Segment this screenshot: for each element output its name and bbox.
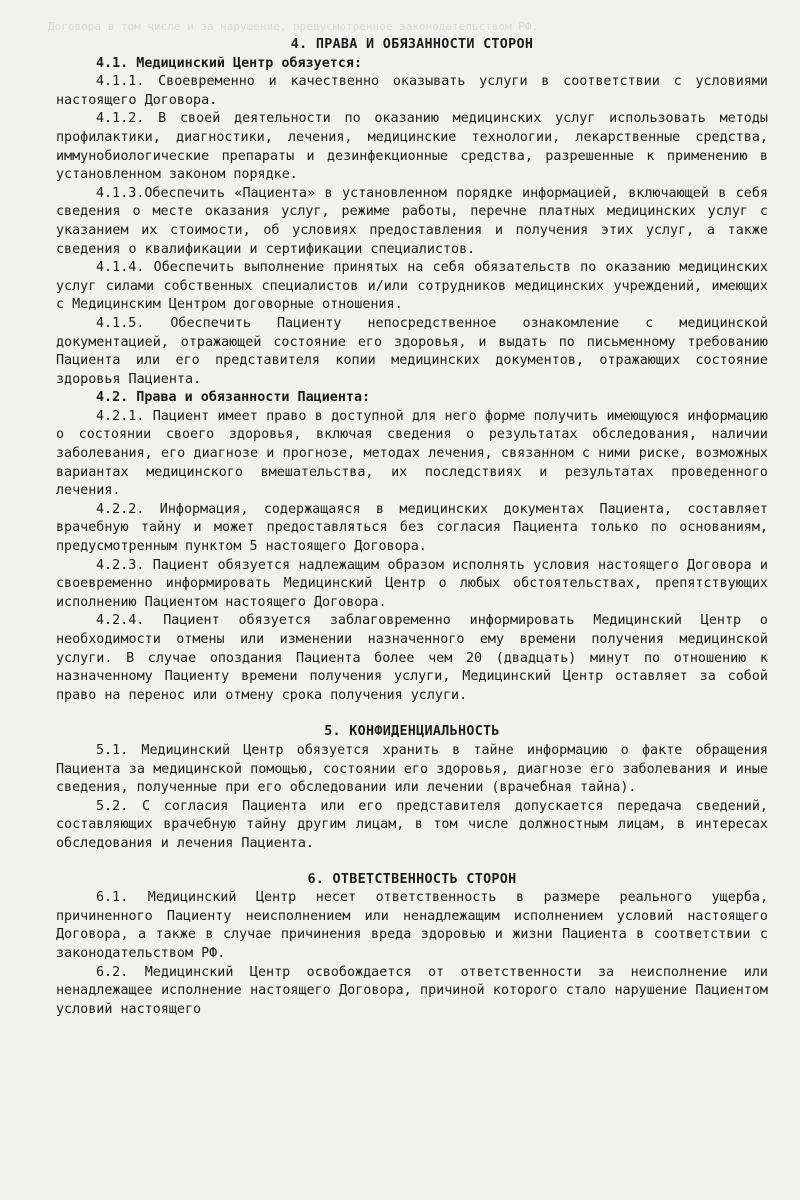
paragraph-4-1-2: 4.1.2. В своей деятельности по оказанию медицинских услуг использовать методы профилактики, диагностики, лечения, медицинские технологии, лекарственные средства, иммунобиологические препараты и дезинфекционные средства, разрешенные к применению в установленном законом порядке. <box>56 111 768 183</box>
subsection-4-1-title: 4.1. Медицинский Центр обязуется: <box>96 55 363 71</box>
paragraph-4-2-1: 4.2.1. Пациент имеет право в доступной для него форме получить имеющуюся информацию о состоянии своего здоровья, включая сведения о результатах обследования, наличии заболевания, его диагнозе и прогнозе, методах лечения, связанном с ними риске, возможных вариантах медицинского вмешательства, их последствиях и результатах проведенного лечения. <box>56 408 768 499</box>
subsection-4-2-title: 4.2. Права и обязанности Пациента: <box>96 390 371 406</box>
section-6-title: 6. ОТВЕТСТВЕННОСТЬ СТОРОН <box>307 871 517 887</box>
paragraph-4-1-4: 4.1.4. Обеспечить выполнение принятых на себя обязательств по оказанию медицинских услуг силами собственных специалистов и/или сотрудников медицинских учреждений, имеющих с Медицинским Центром договорные отношения. <box>56 260 768 313</box>
section-spacer <box>56 705 768 723</box>
paragraph-4-1-1: 4.1.1. Своевременно и качественно оказывать услуги в соответствии с условиями настоящего Договора. <box>56 74 768 108</box>
paragraph-4-2-4: 4.2.4. Пациент обязуется заблаговременно информировать Медицинский Центр о необходимости отмены или изменении назначенного ему времени получения медицинской услуги. В случае опоздания Пациента более чем 20 (двадцать) минут по отношению к назначенному Пациенту времени получения услуги, Медицинский Центр оставляет за собой право на перенос или отмену срока получения услуги. <box>56 613 768 703</box>
bleed-through-line: Договора в том числе и за нарушение, предусмотренное законодательством РФ. <box>48 20 539 33</box>
paragraph-4-1-5: 4.1.5. Обеспечить Пациенту непосредственное ознакомление с медицинской документацией, отражающей состояние его здоровья, и выдать по письменному требованию Пациента или его представителя копии медицинских документов, отражающих состояние здоровья Пациента. <box>56 315 768 387</box>
section-spacer <box>56 854 768 871</box>
section-4-title: 4. ПРАВА И ОБЯЗАННОСТИ СТОРОН <box>290 37 534 52</box>
paragraph-4-2-3: 4.2.3. Пациент обязуется надлежащим образом исполнять условия настоящего Договора и своевременно информировать Медицинский Центр о любых обстоятельствах, препятствующих исполнению Пациентом настоящего Договора. <box>56 557 768 610</box>
document-page <box>56 36 768 1019</box>
paragraph-6-2: 6.2. Медицинский Центр освобождается от ответственности за неисполнение или ненадлежащее исполнение настоящего Договора, причиной которого стало нарушение Пациентом условий настоящего <box>56 964 768 1017</box>
paragraph-4-1-3: 4.1.3.Обеспечить «Пациента» в установленном порядке информацией, включающей в себя сведения о месте оказания услуг, режиме работы, перечне платных медицинских услуг с указанием их стоимости, об условиях предоставления и получения этих услуг, а также сведения о квалификации и сертификации специалистов. <box>56 185 768 257</box>
paragraph-5-1: 5.1. Медицинский Центр обязуется хранить в тайне информацию о факте обращения Пациента за медицинской помощью, состоянии его здоровья, диагнозе его заболевания и иные сведения, полученные при его обследовании или лечении (врачебная тайна). <box>56 742 768 796</box>
paragraph-5-2: 5.2. С согласия Пациента или его представителя допускается передача сведений, составляющих врачебную тайну другим лицам, в том числе должностным лицам, в интересах обследования и лечения Пациента. <box>56 798 768 851</box>
section-5-title: 5. КОНФИДЕНЦИАЛЬНОСТЬ <box>324 724 500 740</box>
paragraph-4-2-2: 4.2.2. Информация, содержащаяся в медицинских документах Пациента, составляет врачебную тайну и может предоставляться без согласия Пациента только по основаниям, предусмотренным пунктом 5 настоящего Договора. <box>56 501 768 555</box>
paragraph-6-1: 6.1. Медицинский Центр несет ответственность в размере реального ущерба, причиненного Пациенту неисполнением или ненадлежащим исполнением условий настоящего Договора, а также в случае причинения вреда здоровью и жизни Пациента в соответствии с законодательством РФ. <box>56 890 768 961</box>
